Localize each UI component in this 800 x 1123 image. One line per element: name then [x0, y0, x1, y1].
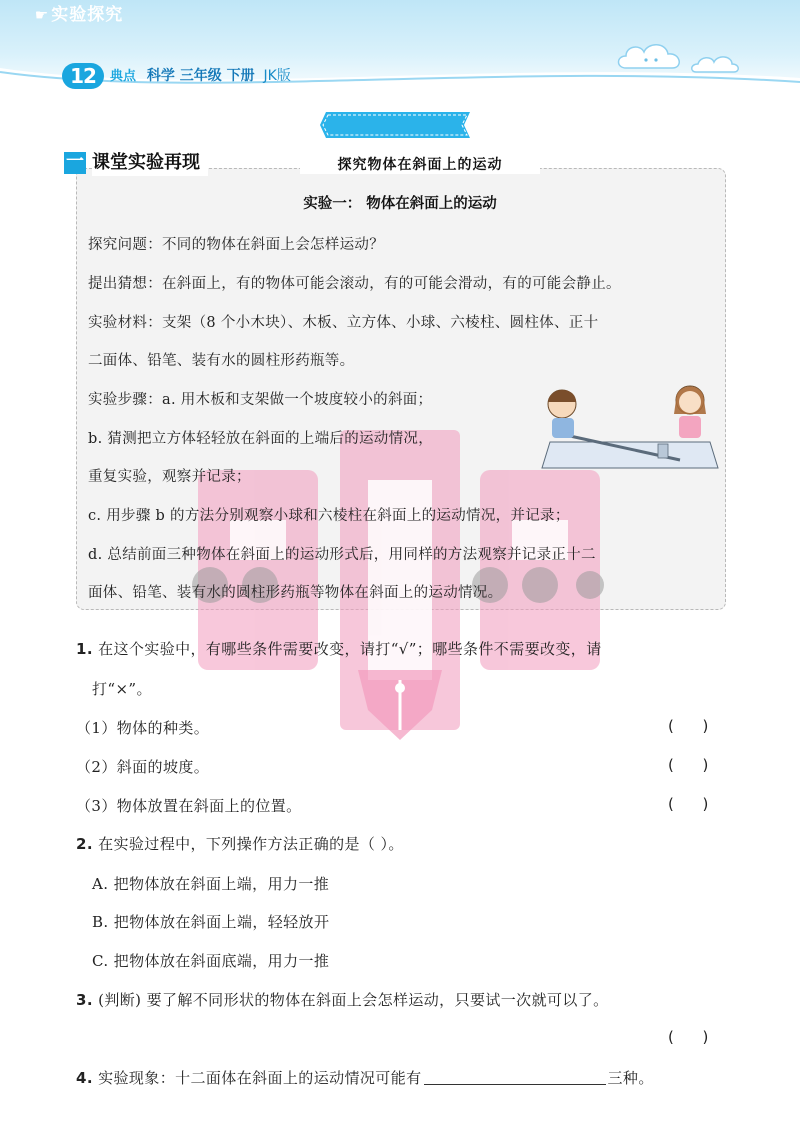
question-3 [76, 989, 726, 1010]
experiment-line: 探究问题：不同的物体在斜面上会怎样运动？ [88, 237, 384, 253]
brand-logo: 典点 [110, 69, 137, 84]
experiment-line: c. 用步骤 b 的方法分别观察小球和六棱柱在斜面上的运动情况，并记录； [88, 508, 570, 524]
experiment-line: d. 总结前面三种物体在斜面上的运动形式后，用同样的方法观察并记录正十二 [88, 547, 596, 563]
section-banner-label: 实验探究 [51, 5, 124, 25]
answer-paren[interactable]: ( ) [668, 756, 709, 774]
section-banner [0, 0, 158, 30]
question-1-item: （2）斜面的坡度。 [76, 758, 210, 776]
part-number-badge: 一 [66, 151, 84, 172]
experiment-line: 提出猜想：在斜面上，有的物体可能会滚动，有的可能会滑动，有的可能会静止。 [88, 276, 621, 292]
experiment-title: 实验一： 物体在斜面上的运动 [303, 195, 497, 212]
cloud-icon [690, 52, 742, 76]
question-text: 实验现象：十二面体在斜面上的运动情况可能有 [98, 1069, 422, 1087]
cloud-icon [616, 38, 686, 74]
question-1 [76, 638, 726, 659]
answer-paren[interactable]: ( ) [668, 1028, 709, 1046]
experiment-line: 重复实验，观察并记录； [88, 469, 251, 485]
answer-blank[interactable] [424, 1070, 606, 1085]
experiment-line: b. 猜测把立方体轻轻放在斜面的上端后的运动情况， [88, 431, 433, 447]
topic-title: 探究物体在斜面上的运动 [300, 154, 540, 174]
question-1-line-2: 打“×”。 [92, 680, 152, 698]
answer-paren[interactable]: ( ) [668, 795, 709, 813]
pointing-hand-icon: ☛ [34, 6, 50, 24]
question-number: 4. [76, 1069, 93, 1087]
question-2 [76, 833, 726, 854]
question-text: 在实验过程中，下列操作方法正确的是（ ）。 [98, 835, 404, 853]
question-1-item: （3）物体放置在斜面上的位置。 [76, 797, 302, 815]
question-number: 2. [76, 835, 93, 853]
question-text: 在这个实验中，有哪些条件需要改变，请打“√”；哪些条件不需要改变，请 [98, 640, 602, 658]
option-a[interactable]: A. 把物体放在斜面上端，用力一推 [92, 875, 330, 893]
option-b[interactable]: B. 把物体放在斜面上端，轻轻放开 [92, 913, 330, 931]
option-c[interactable]: C. 把物体放在斜面底端，用力一推 [92, 952, 330, 970]
question-text: (判断) 要了解不同形状的物体在斜面上会怎样运动，只要试一次就可以了。 [98, 991, 609, 1009]
edition-label: JK版 [263, 68, 291, 84]
experiment-line: 实验步骤：a. 用木板和支架做一个坡度较小的斜面； [88, 392, 433, 408]
experiment-line: 实验材料：支架（8 个小木块）、木板、立方体、小球、六棱柱、圆柱体、正十 [88, 315, 599, 331]
page-number-badge: 12 [62, 63, 104, 89]
experiment-line: 面体、铅笔、装有水的圆柱形药瓶等物体在斜面上的运动情况。 [88, 585, 503, 601]
question-number: 3. [76, 991, 93, 1009]
experiment-line: 二面体、铅笔、装有水的圆柱形药瓶等。 [88, 353, 355, 369]
question-text-end: 三种。 [607, 1069, 654, 1087]
header-brand [110, 64, 291, 88]
part-title: 课堂实验再现 [92, 150, 208, 176]
section-banner-shape [318, 110, 476, 140]
question-number: 1. [76, 640, 93, 658]
answer-paren[interactable]: ( ) [668, 717, 709, 735]
question-4 [76, 1067, 726, 1088]
question-1-item: （1）物体的种类。 [76, 719, 210, 737]
book-title: 科学 三年级 下册 [146, 68, 255, 84]
